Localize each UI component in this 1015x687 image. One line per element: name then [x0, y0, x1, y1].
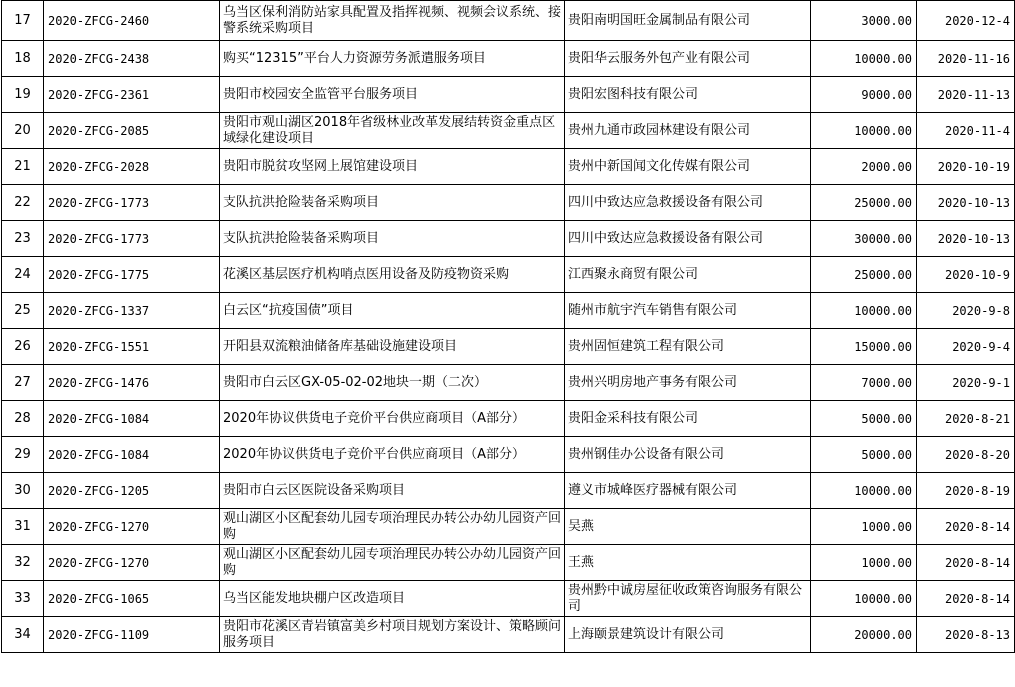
- date-cell: 2020-8-13: [917, 617, 1015, 653]
- table-row: [2, 257, 1015, 293]
- vendor-name-cell: 随州市航宇汽车销售有限公司: [565, 293, 811, 329]
- row-number-cell: 33: [2, 581, 44, 617]
- date-cell: 2020-8-14: [917, 509, 1015, 545]
- vendor-name-cell: 遵义市城峰医疗器械有限公司: [565, 473, 811, 509]
- project-code-cell: 2020-ZFCG-1065: [44, 581, 220, 617]
- project-name-cell: 贵阳市白云区GX-05-02-02地块一期（二次）: [220, 365, 565, 401]
- project-code-cell: 2020-ZFCG-1084: [44, 401, 220, 437]
- row-number-cell: 19: [2, 77, 44, 113]
- amount-cell: 10000.00: [811, 473, 917, 509]
- project-code-cell: 2020-ZFCG-1337: [44, 293, 220, 329]
- project-name-cell: 观山湖区小区配套幼儿园专项治理民办转公办幼儿园资产回购: [220, 545, 565, 581]
- table-row: [2, 41, 1015, 77]
- table-row: [2, 401, 1015, 437]
- vendor-name-cell: 贵阳南明国旺金属制品有限公司: [565, 1, 811, 41]
- row-number-cell: 34: [2, 617, 44, 653]
- vendor-name-cell: 四川中致达应急救援设备有限公司: [565, 221, 811, 257]
- project-name-cell: 贵阳市校园安全监管平台服务项目: [220, 77, 565, 113]
- date-cell: 2020-12-4: [917, 1, 1015, 41]
- table-row: [2, 581, 1015, 617]
- project-name-cell: 观山湖区小区配套幼儿园专项治理民办转公办幼儿园资产回购: [220, 509, 565, 545]
- project-code-cell: 2020-ZFCG-1551: [44, 329, 220, 365]
- table-row: [2, 329, 1015, 365]
- date-cell: 2020-11-4: [917, 113, 1015, 149]
- project-name-cell: 贵阳市花溪区青岩镇富美乡村项目规划方案设计、策略顾问服务项目: [220, 617, 565, 653]
- vendor-name-cell: 贵州黔中诚房屋征收政策咨询服务有限公司: [565, 581, 811, 617]
- project-name-cell: 支队抗洪抢险装备采购项目: [220, 185, 565, 221]
- amount-cell: 7000.00: [811, 365, 917, 401]
- date-cell: 2020-10-13: [917, 185, 1015, 221]
- project-name-cell: 贵阳市脱贫攻坚网上展馆建设项目: [220, 149, 565, 185]
- vendor-name-cell: 贵州兴明房地产事务有限公司: [565, 365, 811, 401]
- row-number-cell: 28: [2, 401, 44, 437]
- row-number-cell: 27: [2, 365, 44, 401]
- project-code-cell: 2020-ZFCG-2085: [44, 113, 220, 149]
- project-code-cell: 2020-ZFCG-1109: [44, 617, 220, 653]
- vendor-name-cell: 贵阳金采科技有限公司: [565, 401, 811, 437]
- table-row: [2, 293, 1015, 329]
- vendor-name-cell: 贵州中新国闻文化传媒有限公司: [565, 149, 811, 185]
- project-name-cell: 乌当区保利消防站家具配置及指挥视频、视频会议系统、接警系统采购项目: [220, 1, 565, 41]
- amount-cell: 10000.00: [811, 293, 917, 329]
- project-code-cell: 2020-ZFCG-1270: [44, 509, 220, 545]
- project-name-cell: 开阳县双流粮油储备库基础设施建设项目: [220, 329, 565, 365]
- project-name-cell: 支队抗洪抢险装备采购项目: [220, 221, 565, 257]
- row-number-cell: 30: [2, 473, 44, 509]
- row-number-cell: 25: [2, 293, 44, 329]
- date-cell: 2020-8-14: [917, 581, 1015, 617]
- amount-cell: 2000.00: [811, 149, 917, 185]
- row-number-cell: 21: [2, 149, 44, 185]
- row-number-cell: 20: [2, 113, 44, 149]
- project-code-cell: 2020-ZFCG-1084: [44, 437, 220, 473]
- vendor-name-cell: 上海颐景建筑设计有限公司: [565, 617, 811, 653]
- row-number-cell: 22: [2, 185, 44, 221]
- vendor-name-cell: 贵州九通市政园林建设有限公司: [565, 113, 811, 149]
- amount-cell: 3000.00: [811, 1, 917, 41]
- row-number-cell: 26: [2, 329, 44, 365]
- vendor-name-cell: 贵阳宏图科技有限公司: [565, 77, 811, 113]
- date-cell: 2020-8-19: [917, 473, 1015, 509]
- table-body: [2, 1, 1015, 653]
- amount-cell: 1000.00: [811, 509, 917, 545]
- date-cell: 2020-9-8: [917, 293, 1015, 329]
- project-code-cell: 2020-ZFCG-1773: [44, 185, 220, 221]
- table-row: [2, 617, 1015, 653]
- table-row: [2, 509, 1015, 545]
- table-row: [2, 185, 1015, 221]
- project-code-cell: 2020-ZFCG-1205: [44, 473, 220, 509]
- procurement-table: [1, 0, 1015, 653]
- table-row: [2, 545, 1015, 581]
- table-row: [2, 113, 1015, 149]
- project-name-cell: 贵阳市观山湖区2018年省级林业改革发展结转资金重点区域绿化建设项目: [220, 113, 565, 149]
- table-row: [2, 473, 1015, 509]
- date-cell: 2020-10-19: [917, 149, 1015, 185]
- table-row: [2, 77, 1015, 113]
- amount-cell: 10000.00: [811, 581, 917, 617]
- date-cell: 2020-11-13: [917, 77, 1015, 113]
- date-cell: 2020-8-20: [917, 437, 1015, 473]
- amount-cell: 9000.00: [811, 77, 917, 113]
- table-row: [2, 221, 1015, 257]
- project-name-cell: 2020年协议供货电子竞价平台供应商项目（A部分）: [220, 401, 565, 437]
- table-row: [2, 437, 1015, 473]
- amount-cell: 10000.00: [811, 113, 917, 149]
- vendor-name-cell: 四川中致达应急救援设备有限公司: [565, 185, 811, 221]
- project-code-cell: 2020-ZFCG-1773: [44, 221, 220, 257]
- date-cell: 2020-10-13: [917, 221, 1015, 257]
- project-code-cell: 2020-ZFCG-1270: [44, 545, 220, 581]
- row-number-cell: 18: [2, 41, 44, 77]
- table-row: [2, 365, 1015, 401]
- row-number-cell: 23: [2, 221, 44, 257]
- amount-cell: 15000.00: [811, 329, 917, 365]
- amount-cell: 1000.00: [811, 545, 917, 581]
- amount-cell: 5000.00: [811, 437, 917, 473]
- amount-cell: 10000.00: [811, 41, 917, 77]
- table-row: [2, 1, 1015, 41]
- project-code-cell: 2020-ZFCG-1775: [44, 257, 220, 293]
- date-cell: 2020-8-21: [917, 401, 1015, 437]
- project-code-cell: 2020-ZFCG-2438: [44, 41, 220, 77]
- amount-cell: 20000.00: [811, 617, 917, 653]
- amount-cell: 25000.00: [811, 257, 917, 293]
- vendor-name-cell: 贵阳华云服务外包产业有限公司: [565, 41, 811, 77]
- project-code-cell: 2020-ZFCG-2361: [44, 77, 220, 113]
- vendor-name-cell: 王燕: [565, 545, 811, 581]
- project-name-cell: 2020年协议供货电子竞价平台供应商项目（A部分）: [220, 437, 565, 473]
- date-cell: 2020-8-14: [917, 545, 1015, 581]
- project-name-cell: 花溪区基层医疗机构哨点医用设备及防疫物资采购: [220, 257, 565, 293]
- project-name-cell: 贵阳市白云区医院设备采购项目: [220, 473, 565, 509]
- amount-cell: 30000.00: [811, 221, 917, 257]
- project-code-cell: 2020-ZFCG-1476: [44, 365, 220, 401]
- project-name-cell: 购买“12315”平台人力资源劳务派遣服务项目: [220, 41, 565, 77]
- project-code-cell: 2020-ZFCG-2460: [44, 1, 220, 41]
- amount-cell: 5000.00: [811, 401, 917, 437]
- row-number-cell: 17: [2, 1, 44, 41]
- date-cell: 2020-9-4: [917, 329, 1015, 365]
- project-code-cell: 2020-ZFCG-2028: [44, 149, 220, 185]
- row-number-cell: 32: [2, 545, 44, 581]
- table-row: [2, 149, 1015, 185]
- row-number-cell: 31: [2, 509, 44, 545]
- vendor-name-cell: 江西聚永商贸有限公司: [565, 257, 811, 293]
- project-name-cell: 乌当区能发地块棚户区改造项目: [220, 581, 565, 617]
- project-name-cell: 白云区“抗疫国债”项目: [220, 293, 565, 329]
- vendor-name-cell: 吴燕: [565, 509, 811, 545]
- row-number-cell: 24: [2, 257, 44, 293]
- row-number-cell: 29: [2, 437, 44, 473]
- date-cell: 2020-9-1: [917, 365, 1015, 401]
- date-cell: 2020-11-16: [917, 41, 1015, 77]
- date-cell: 2020-10-9: [917, 257, 1015, 293]
- amount-cell: 25000.00: [811, 185, 917, 221]
- vendor-name-cell: 贵州钢佳办公设备有限公司: [565, 437, 811, 473]
- vendor-name-cell: 贵州固恒建筑工程有限公司: [565, 329, 811, 365]
